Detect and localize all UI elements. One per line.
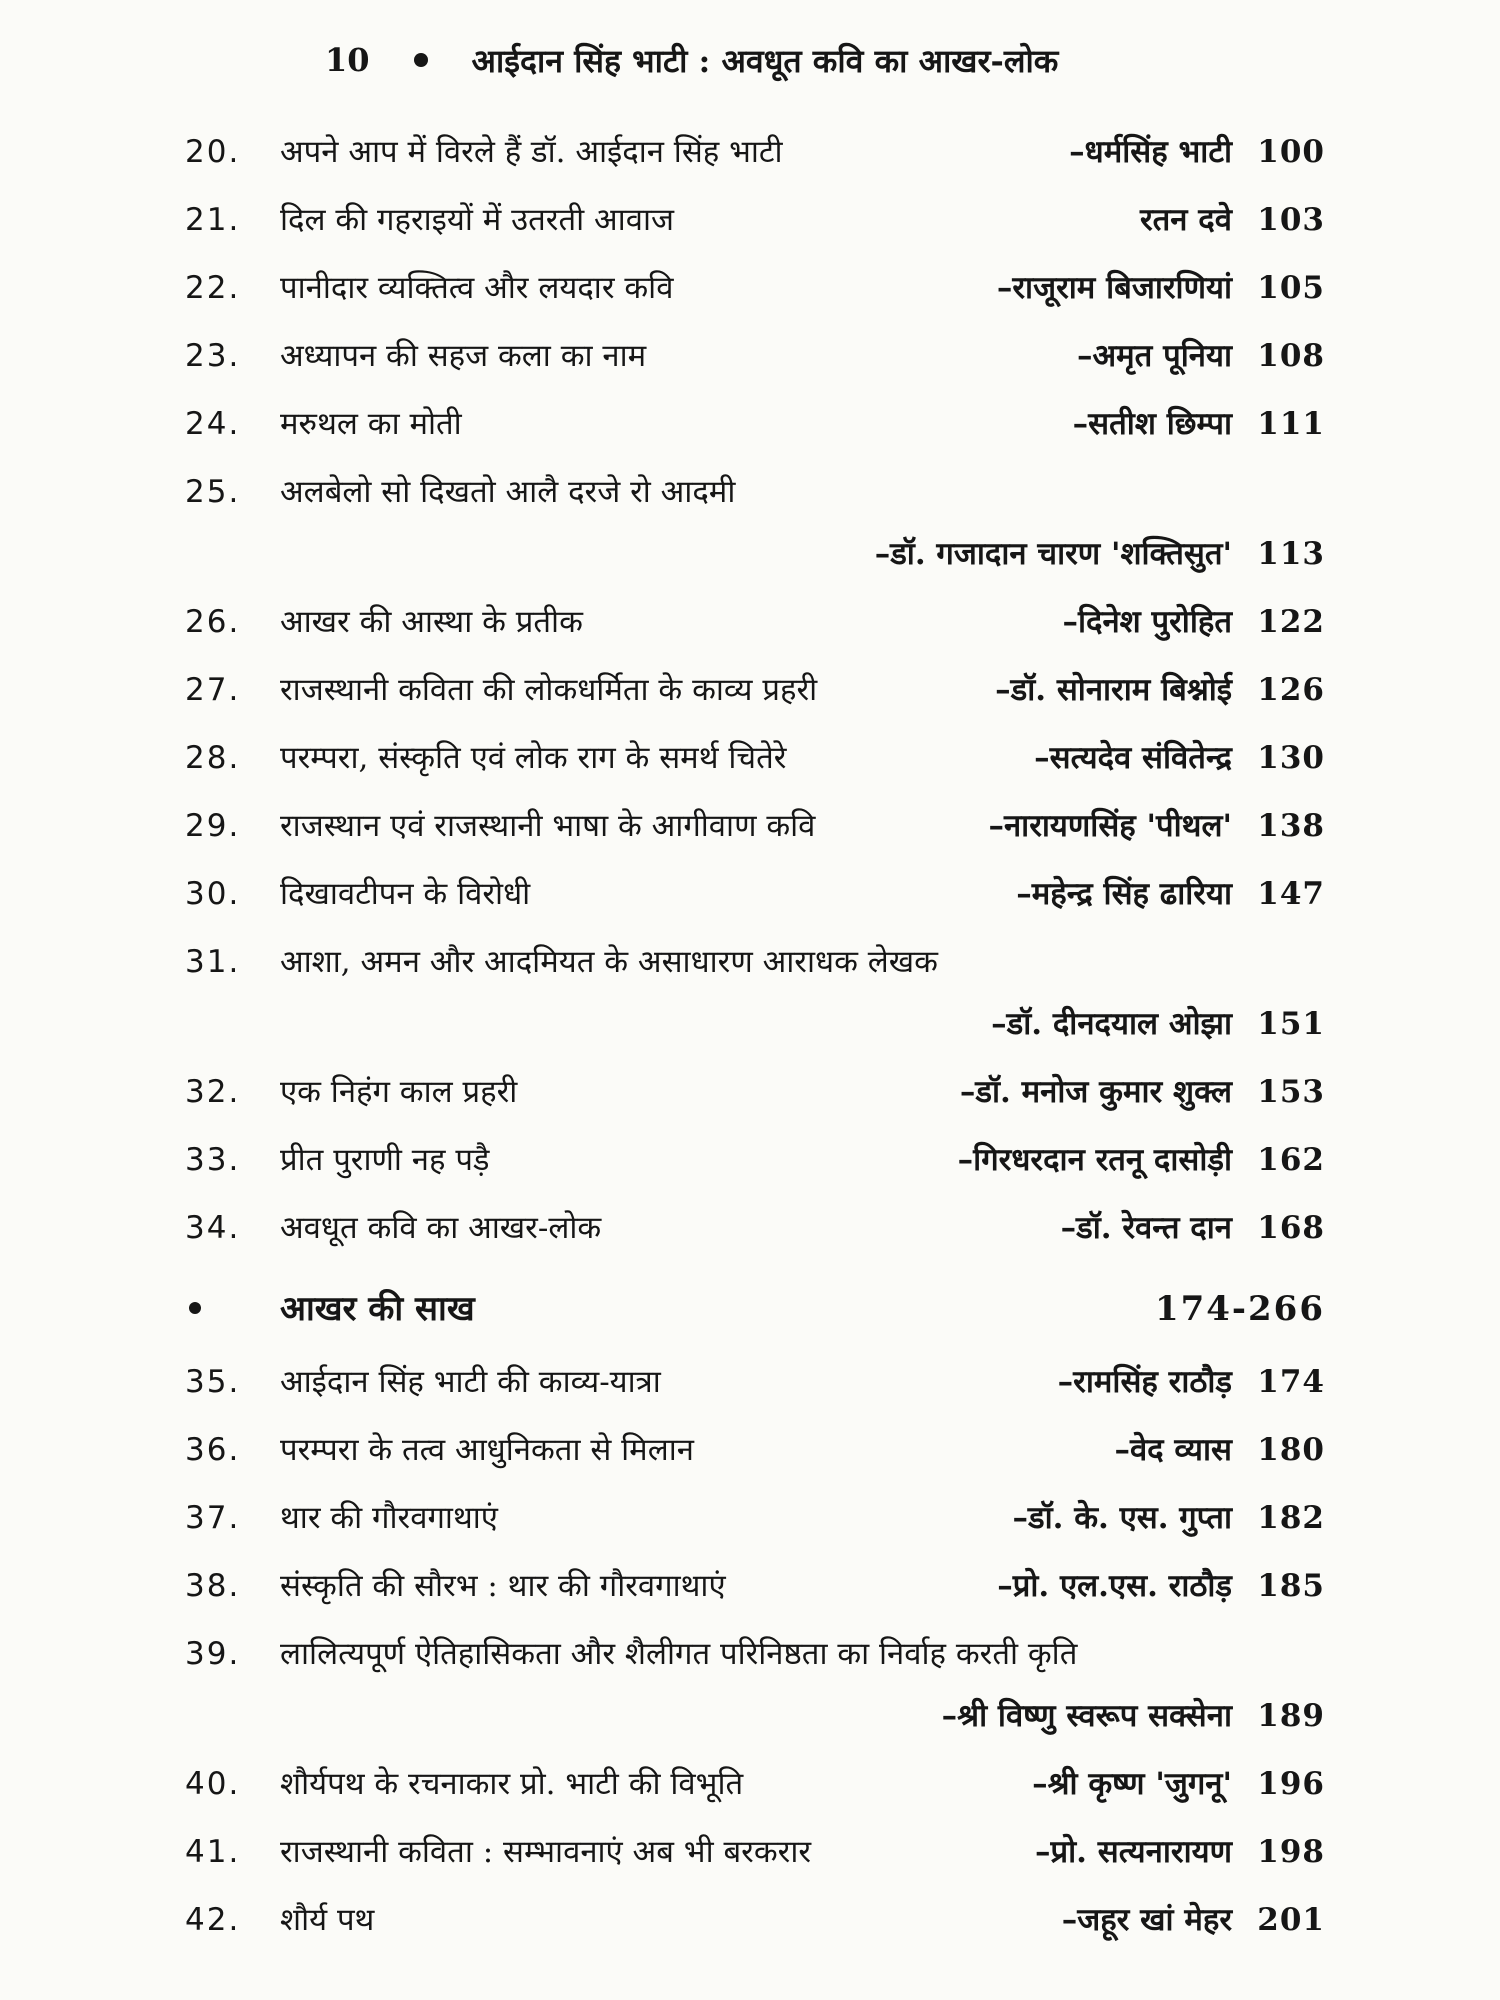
entry-title: राजस्थानी कविता की लोकधर्मिता के काव्य प्रहरी — [280, 672, 818, 708]
entry-author: –श्री कृष्ण 'जुगनू' — [1032, 1766, 1232, 1802]
entry-title: आखर की आस्था के प्रतीक — [280, 604, 583, 640]
entry-title: अपने आप में विरले हैं डॉ. आईदान सिंह भाटी — [280, 134, 783, 170]
entry-number: 29. — [185, 808, 241, 844]
entry-author: –महेन्द्र सिंह ढारिया — [1016, 876, 1232, 912]
entry-title: परम्परा के तत्व आधुनिकता से मिलान — [280, 1432, 694, 1468]
entry-title: अध्यापन की सहज कला का नाम — [280, 338, 647, 374]
section-title: आखर की साख — [280, 1289, 475, 1329]
entry-number: 42. — [185, 1902, 241, 1938]
entry-author: –अमृत पूनिया — [1076, 338, 1232, 374]
toc-entry-35 — [185, 1348, 1325, 1416]
section-heading — [185, 1270, 1325, 1348]
entry-number: 23. — [185, 338, 241, 374]
entry-page: 126 — [1257, 672, 1325, 708]
entry-author: –गिरधरदान रतनू दासोड़ी — [957, 1142, 1232, 1178]
entry-author: –डॉ. गजादान चारण 'शक्तिसुत' — [874, 536, 1232, 572]
entry-author: –डॉ. दीनदयाल ओझा — [991, 1006, 1232, 1042]
entry-title: मरुथल का मोती — [280, 406, 462, 442]
entry-author: –नारायणसिंह 'पीथल' — [988, 808, 1232, 844]
toc-entry-33 — [185, 1126, 1325, 1194]
entry-number: 31. — [185, 944, 241, 980]
toc-entry-24 — [185, 390, 1325, 458]
entry-number: 40. — [185, 1766, 241, 1802]
toc-entry-37 — [185, 1484, 1325, 1552]
header-title: आईदान सिंह भाटी : अवधूत कवि का आखर-लोक — [471, 41, 1059, 80]
bullet-icon — [189, 1302, 201, 1314]
entry-title: शौर्यपथ के रचनाकार प्रो. भाटी की विभूति — [280, 1766, 744, 1802]
toc-entry-36 — [185, 1416, 1325, 1484]
entry-page: 185 — [1257, 1568, 1325, 1604]
toc-entry-29 — [185, 792, 1325, 860]
section-page-range: 174-266 — [1154, 1289, 1325, 1329]
entry-page: 113 — [1257, 536, 1325, 572]
entry-number: 33. — [185, 1142, 241, 1178]
entry-page: 100 — [1257, 134, 1325, 170]
table-of-contents — [185, 118, 1325, 1954]
entry-number: 20. — [185, 134, 241, 170]
entry-page: 198 — [1257, 1834, 1325, 1870]
entry-number: 30. — [185, 876, 241, 912]
entry-author: –श्री विष्णु स्वरूप सक्सेना — [941, 1698, 1232, 1734]
entry-number: 28. — [185, 740, 241, 776]
entry-number: 35. — [185, 1364, 241, 1400]
entry-author: –जहूर खां मेहर — [1061, 1902, 1232, 1938]
entry-page: 162 — [1257, 1142, 1325, 1178]
toc-entry-22 — [185, 254, 1325, 322]
entry-page: 201 — [1257, 1902, 1325, 1938]
entry-title: परम्परा, संस्कृति एवं लोक राग के समर्थ चितेरे — [280, 740, 787, 776]
toc-entry-41 — [185, 1818, 1325, 1886]
entry-number: 25. — [185, 474, 241, 510]
toc-entry-27 — [185, 656, 1325, 724]
toc-entry-28 — [185, 724, 1325, 792]
bullet-icon — [414, 53, 428, 67]
toc-entry-23 — [185, 322, 1325, 390]
entry-number: 32. — [185, 1074, 241, 1110]
toc-entry-39 — [185, 1620, 1325, 1750]
running-head — [325, 30, 1225, 90]
entry-title: दिखावटीपन के विरोधी — [280, 876, 531, 912]
entry-title: आईदान सिंह भाटी की काव्य-यात्रा — [280, 1364, 661, 1400]
entry-page: 151 — [1257, 1006, 1325, 1042]
entry-page: 105 — [1257, 270, 1325, 306]
toc-entry-38 — [185, 1552, 1325, 1620]
entry-author: –वेद व्यास — [1114, 1432, 1232, 1468]
entry-number: 24. — [185, 406, 241, 442]
entry-author: –दिनेश पुरोहित — [1062, 604, 1232, 640]
entry-number: 38. — [185, 1568, 241, 1604]
entry-page: 189 — [1257, 1698, 1325, 1734]
entry-author: –धर्मसिंह भाटी — [1069, 134, 1232, 170]
toc-entry-26 — [185, 588, 1325, 656]
entry-number: 41. — [185, 1834, 241, 1870]
entry-page: 111 — [1257, 406, 1325, 442]
toc-entry-20 — [185, 118, 1325, 186]
entry-page: 174 — [1257, 1364, 1325, 1400]
entry-page: 196 — [1257, 1766, 1325, 1802]
entry-title: अलबेलो सो दिखतो आलै दरजे रो आदमी — [280, 474, 736, 510]
toc-entry-21 — [185, 186, 1325, 254]
entry-number: 36. — [185, 1432, 241, 1468]
toc-entry-30 — [185, 860, 1325, 928]
entry-author: –सतीश छिम्पा — [1072, 406, 1232, 442]
entry-title: प्रीत पुराणी नह पड़ै — [280, 1142, 490, 1178]
entry-author: –डॉ. रेवन्त दान — [1060, 1210, 1232, 1246]
entry-page: 103 — [1257, 202, 1325, 238]
toc-entry-32 — [185, 1058, 1325, 1126]
toc-entry-34 — [185, 1194, 1325, 1262]
entry-author: –डॉ. सोनाराम बिश्नोई — [995, 672, 1232, 708]
entry-page: 180 — [1257, 1432, 1325, 1468]
entry-page: 153 — [1257, 1074, 1325, 1110]
entry-author: –डॉ. के. एस. गुप्ता — [1012, 1500, 1232, 1536]
entry-number: 21. — [185, 202, 241, 238]
entry-number: 27. — [185, 672, 241, 708]
entry-page: 108 — [1257, 338, 1325, 374]
entry-author: –प्रो. सत्यनारायण — [1034, 1834, 1232, 1870]
entry-title: दिल की गहराइयों में उतरती आवाज — [280, 202, 674, 238]
entry-title: लालित्यपूर्ण ऐतिहासिकता और शैलीगत परिनिष्ठता का निर्वाह करती कृति — [280, 1636, 1078, 1672]
entry-title: संस्कृति की सौरभ : थार की गौरवगाथाएं — [280, 1568, 726, 1604]
entry-page: 130 — [1257, 740, 1325, 776]
entry-title: अवधूत कवि का आखर-लोक — [280, 1210, 602, 1246]
entry-title: आशा, अमन और आदमियत के असाधारण आराधक लेखक — [280, 944, 938, 980]
toc-entry-25 — [185, 458, 1325, 588]
entry-author: –डॉ. मनोज कुमार शुक्ल — [959, 1074, 1232, 1110]
toc-entry-31 — [185, 928, 1325, 1058]
entry-title: पानीदार व्यक्तित्व और लयदार कवि — [280, 270, 674, 306]
entry-number: 39. — [185, 1636, 241, 1672]
entry-page: 138 — [1257, 808, 1325, 844]
entry-number: 22. — [185, 270, 241, 306]
entry-page: 168 — [1257, 1210, 1325, 1246]
header-page-number: 10 — [325, 41, 370, 79]
entry-author: –रामसिंह राठौड़ — [1057, 1364, 1232, 1400]
entry-page: 147 — [1257, 876, 1325, 912]
entry-author: –प्रो. एल.एस. राठौड़ — [997, 1568, 1232, 1604]
entry-author: –सत्यदेव संवितेन्द्र — [1034, 740, 1232, 776]
entry-author: रतन दवे — [1139, 202, 1232, 238]
entry-author: –राजूराम बिजारणियां — [996, 270, 1232, 306]
entry-number: 34. — [185, 1210, 241, 1246]
entry-page: 122 — [1257, 604, 1325, 640]
toc-entry-42 — [185, 1886, 1325, 1954]
entry-number: 26. — [185, 604, 241, 640]
entry-title: राजस्थानी कविता : सम्भावनाएं अब भी बरकरार — [280, 1834, 812, 1870]
entry-title: थार की गौरवगाथाएं — [280, 1500, 498, 1536]
entry-title: एक निहंग काल प्रहरी — [280, 1074, 518, 1110]
entry-number: 37. — [185, 1500, 241, 1536]
entry-title: शौर्य पथ — [280, 1902, 375, 1938]
toc-entry-40 — [185, 1750, 1325, 1818]
entry-title: राजस्थान एवं राजस्थानी भाषा के आगीवाण कवि — [280, 808, 816, 844]
entry-page: 182 — [1257, 1500, 1325, 1536]
